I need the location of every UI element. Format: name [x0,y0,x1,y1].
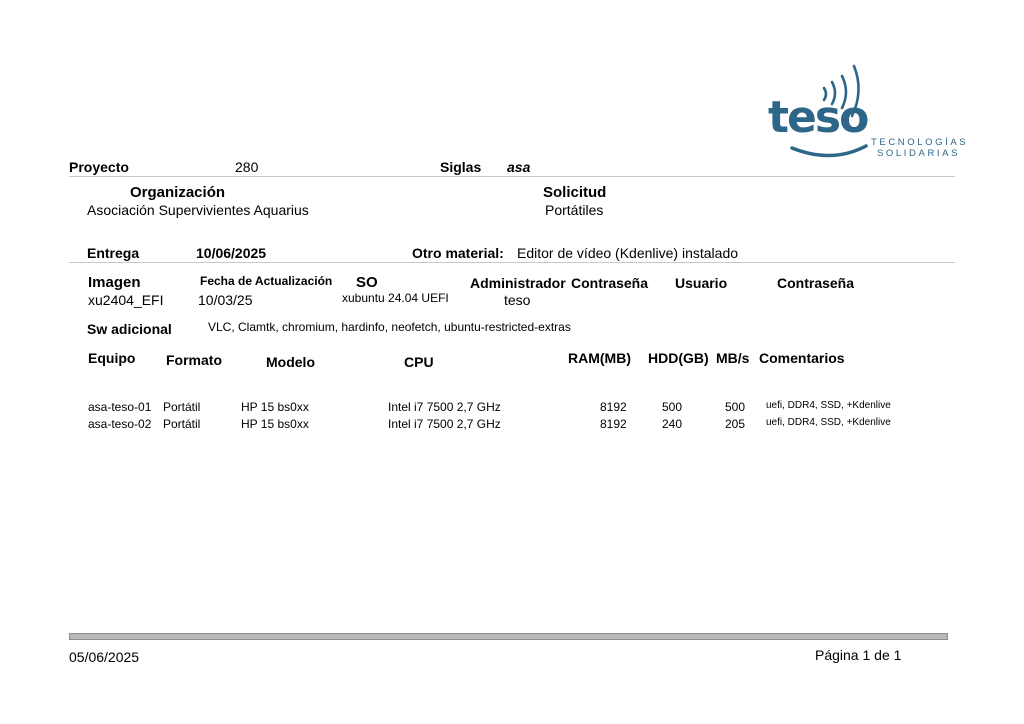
logo-subtitle-line1: TECNOLOGÍAS [871,137,969,148]
footer-bar [69,633,948,640]
header-divider [69,176,955,177]
col-header-formato: Formato [166,352,222,368]
otro-material-value: Editor de vídeo (Kdenlive) instalado [517,245,739,261]
cell-modelo: HP 15 bs0xx [241,417,309,431]
entrega-value: 10/06/2025 [196,245,267,261]
cell-cpu: Intel i7 7500 2,7 GHz [388,417,501,431]
cell-equipo: asa-teso-02 [88,417,152,431]
solicitud-value: Portátiles [545,202,604,218]
cell-mbs: 500 [725,400,746,414]
sw-adicional-label: Sw adicional [87,321,172,337]
imagen-label: Imagen [88,274,141,291]
col-header-modelo: Modelo [266,354,315,370]
otro-material-label: Otro material: [412,245,504,261]
cell-modelo: HP 15 bs0xx [241,400,309,414]
teso-logo [762,60,969,164]
entrega-divider [69,262,955,263]
usuario-label: Usuario [675,275,728,291]
col-header-mbs: MB/s [716,350,750,366]
cell-hdd: 240 [662,417,683,431]
imagen-value: xu2404_EFI [88,292,164,308]
cell-ram: 8192 [600,400,627,414]
cell-formato: Portátil [163,400,201,414]
entrega-label: Entrega [87,245,140,261]
so-label: SO [356,274,378,291]
cell-ram: 8192 [600,417,627,431]
cell-mbs: 205 [725,417,746,431]
cell-cpu: Intel i7 7500 2,7 GHz [388,400,501,414]
col-header-equipo: Equipo [88,350,136,366]
col-header-cpu: CPU [404,354,434,370]
footer-date: 05/06/2025 [69,649,140,665]
solicitud-label: Solicitud [543,184,607,201]
administrador-label: Administrador [470,275,566,291]
organizacion-value: Asociación Supervivientes Aquarius [87,202,309,218]
contrasena-admin-label: Contraseña [571,275,649,291]
organizacion-label: Organización [130,184,226,201]
proyecto-label: Proyecto [69,159,129,175]
fecha-actualizacion-value: 10/03/25 [198,292,253,308]
cell-equipo: asa-teso-01 [88,400,152,414]
fecha-actualizacion-label: Fecha de Actualización [200,274,333,288]
col-header-comentarios: Comentarios [759,350,845,366]
administrador-value: teso [504,292,531,308]
col-header-hdd: HDD(GB) [648,350,709,366]
cell-comentarios: uefi, DDR4, SSD, +Kdenlive [766,400,891,411]
svg-text:teso: teso [768,92,868,143]
proyecto-value: 280 [235,159,259,175]
siglas-value: asa [507,159,531,175]
logo-subtitle-line2: SOLIDARIAS [877,148,961,159]
cell-comentarios: uefi, DDR4, SSD, +Kdenlive [766,417,891,428]
cell-formato: Portátil [163,417,201,431]
cell-hdd: 500 [662,400,683,414]
footer-page-number: Página 1 de 1 [815,647,902,663]
siglas-label: Siglas [440,159,482,175]
contrasena-usuario-label: Contraseña [777,275,855,291]
sw-adicional-value: VLC, Clamtk, chromium, hardinfo, neofetch, ubuntu-restricted-extras [208,320,571,334]
col-header-ram: RAM(MB) [568,350,631,366]
so-value: xubuntu 24.04 UEFI [342,291,449,305]
